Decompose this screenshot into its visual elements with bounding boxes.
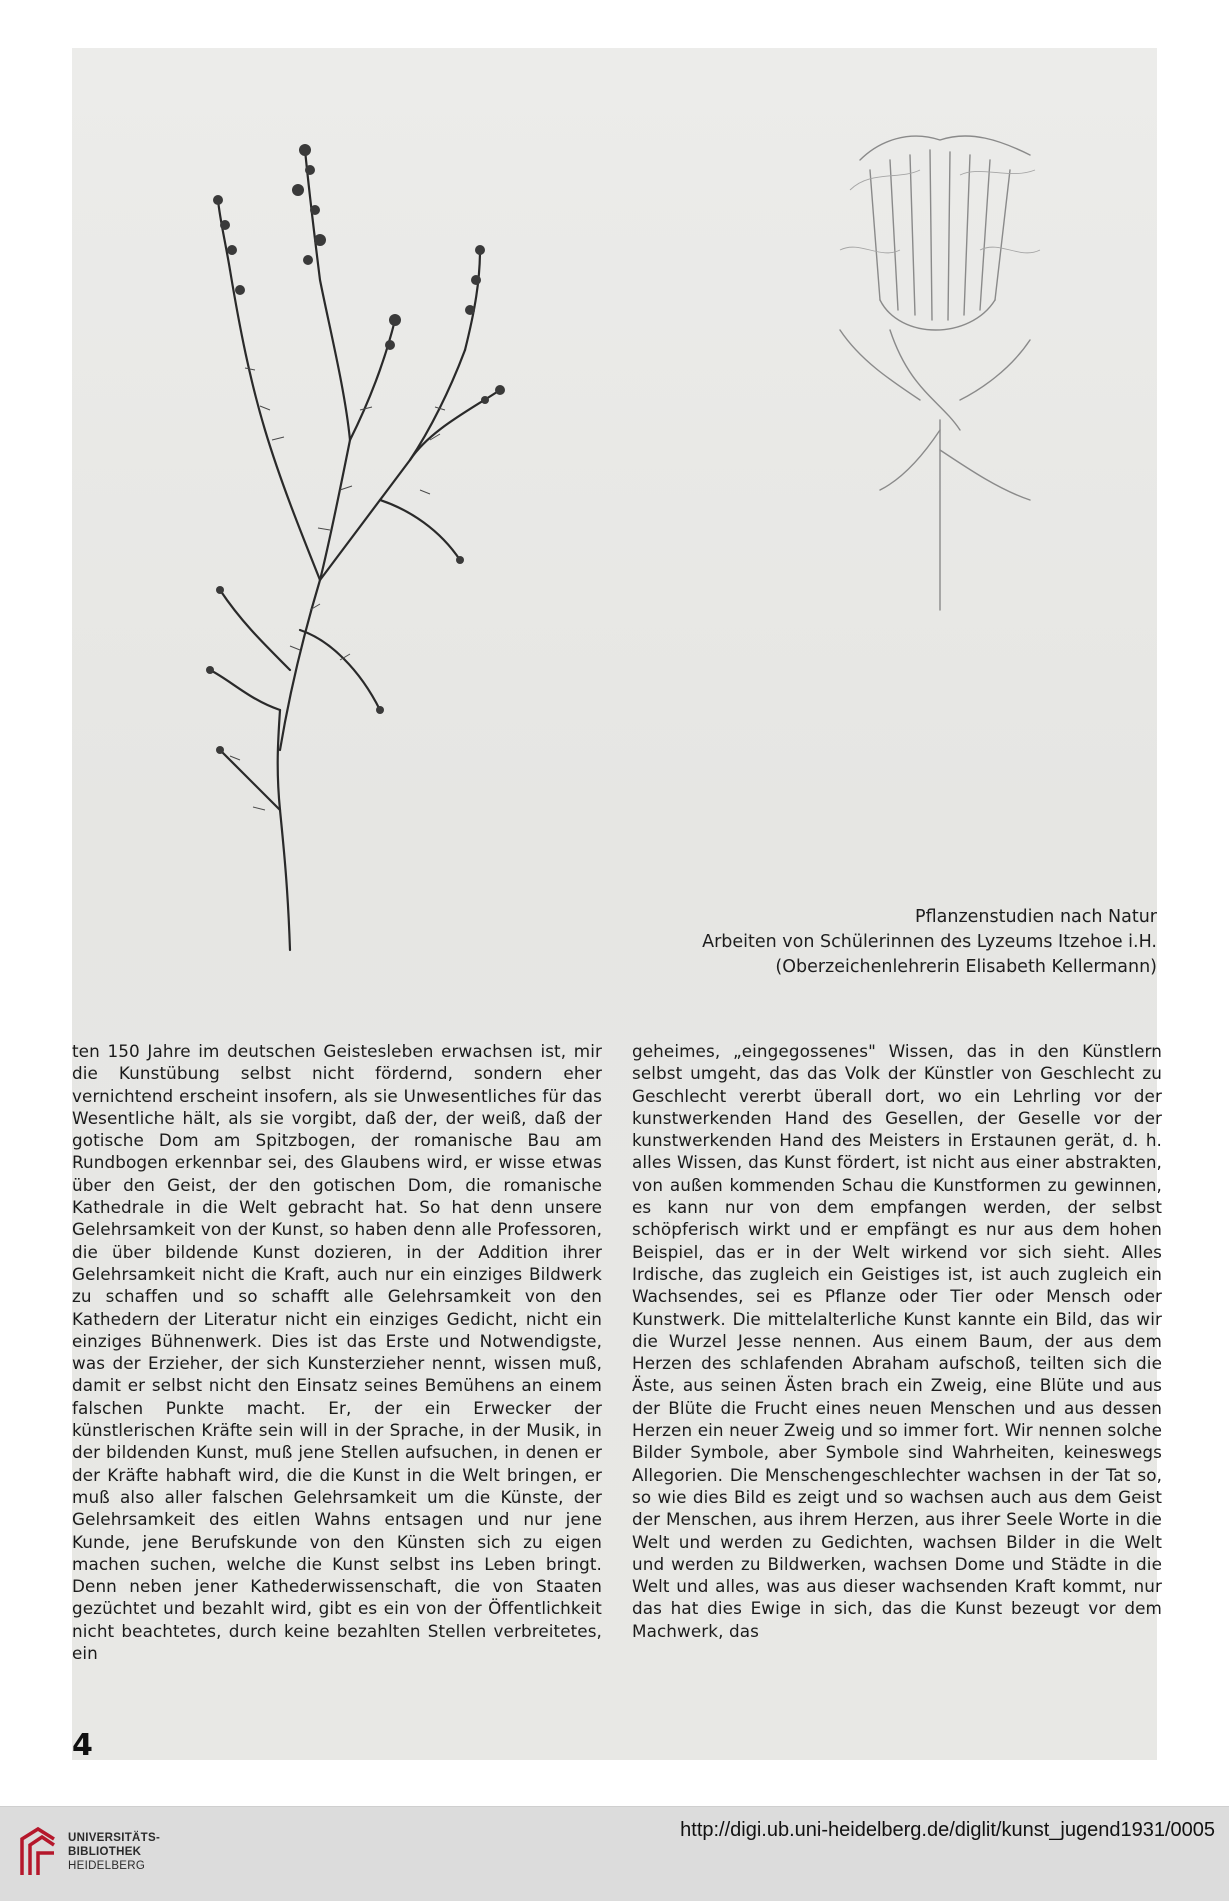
heather-plant-drawing bbox=[180, 110, 560, 960]
page-number: 4 bbox=[72, 1728, 93, 1763]
flower-sketch-drawing bbox=[780, 100, 1110, 620]
figure-caption bbox=[702, 905, 1157, 980]
library-line-1: UNIVERSITÄTS- bbox=[68, 1832, 161, 1844]
library-line-3: HEIDELBERG bbox=[68, 1860, 146, 1872]
text-column-left: ten 150 Jahre im deutschen Geistesleben erwachsen ist, mir die Kunstübung selbst nicht fördernd, sondern eher vernichtend erscheint insofern, als sie Unwesentliches für das Wesentliche hält, als sie vorgibt, daß der, der weiß, daß der gotische Dom am Spitzbogen, der romanische Bau am Rundbogen erkennbar sei, des Glaubens wird, er wisse etwas über den Geist, der den gotischen Dom, die romanische Kathedrale in die Welt gebracht hat. So hat denn unsere Gelehrsamkeit von der Kunst, so haben denn alle Professoren, die über bildende Kunst dozieren, in der Addition ihrer Gelehrsamkeit nicht die Kraft, auch nur ein einziges Bildwerk zu schaffen und so schafft alle Gelehrsamkeit von den Kathedern der Literatur nicht ein einziges Gedicht, nicht ein einziges Bühnenwerk. Dies ist das Erste und Notwendigste, was der Erzieher, der sich Kunsterzieher nennt, wissen muß, damit er selbst nicht den Einsatz seines Bemühens an einem falschen Punkte macht. Er, der ein Erwecker der künstlerischen Kräfte sein will in der Sprache, in der Musik, in der bildenden Kunst, muß jene Stellen aufsuchen, in denen er der Kräfte habhaft wird, die die Kunst in die Welt bringen, er muß also aller falschen Gelehrsamkeit um die Künste, der Gelehrsamkeit des eitlen Wahns entsagen und nur jene Kunde, jene Berufskunde von den Künsten sich zu eigen machen suchen, welche die Kunst selbst ins Leben bringt. Denn neben jener Kathederwissenschaft, die von Staaten gezüchtet und bezahlt wird, gibt es ein von der Öffentlichkeit nicht beachtetes, durch keine bezahlten Stellen verbreitetes, ein bbox=[72, 1041, 602, 1664]
text-column-right: geheimes, „eingegossenes" Wissen, das in den Künstlern selbst umgeht, das das Volk der Künstler von Geschlecht zu Geschlecht vererbt überall dort, wo ein Lehrling vor der kunstwerkenden Hand des Gesellen, der Geselle vor der kunstwerkenden Hand des Meisters in Erstaunen gerät, d. h. alles Wissen, das Kunst fördert, ist nicht aus einer abstrakten, von außen kommenden Schau die Kunstformen zu gewinnen, es kann nur von dem empfangen werden, der selbst schöpferisch wirkt und er empfängt es nur aus dem hohen Beispiel, das er in der Welt wirkend vor sich sieht. Alles Irdische, das zugleich ein Geistiges ist, ist auch zugleich ein Wachsendes, sei es Pflanze oder Tier oder Mensch oder Kunstwerk. Die mittelalterliche Kunst kannte ein Bild, das wir die Wurzel Jesse nennen. Aus einem Baum, der aus dem Herzen des schlafenden Abraham aufschoß, teilten sich die Äste, aus seinen Ästen brach ein Zweig, eine Blüte und aus der Blüte die Frucht eines neuen Menschen und aus dessen Herzen ein neuer Zweig und so immer fort. Wir nennen solche Bilder Symbole, aber Symbole sind Wahrheiten, keineswegs Allegorien. Die Menschengeschlechter wachsen in der Tat so, so wie dies Bild es zeigt und so wachsen auch aus dem Geist der Menschen, aus ihrem Herzen, aus ihrer Seele Worte in die Welt und werden zu Gedichten, wachsen Bilder in die Welt und werden zu Bildwerken, wachsen Dome und Städte in die Welt und alles, was aus dieser wachsenden Kraft kommt, nur das hat dies Ewige in sich, das die Kunst bezeugt vor dem Machwerk, das bbox=[632, 1041, 1162, 1641]
caption-line-3: (Oberzeichenlehrerin Elisabeth Kellermann) bbox=[775, 957, 1157, 977]
caption-line-2: Arbeiten von Schülerinnen des Lyzeums Itzehoe i.H. bbox=[702, 932, 1157, 952]
university-library-logo-icon bbox=[16, 1825, 62, 1881]
permalink-url[interactable]: http://digi.ub.uni-heidelberg.de/diglit/kunst_jugend1931/0005 bbox=[680, 1819, 1215, 1841]
caption-line-1: Pflanzenstudien nach Natur bbox=[915, 907, 1157, 927]
library-line-2: BIBLIOTHEK bbox=[68, 1846, 142, 1858]
library-footer bbox=[0, 1806, 1229, 1901]
library-name bbox=[68, 1831, 160, 1873]
